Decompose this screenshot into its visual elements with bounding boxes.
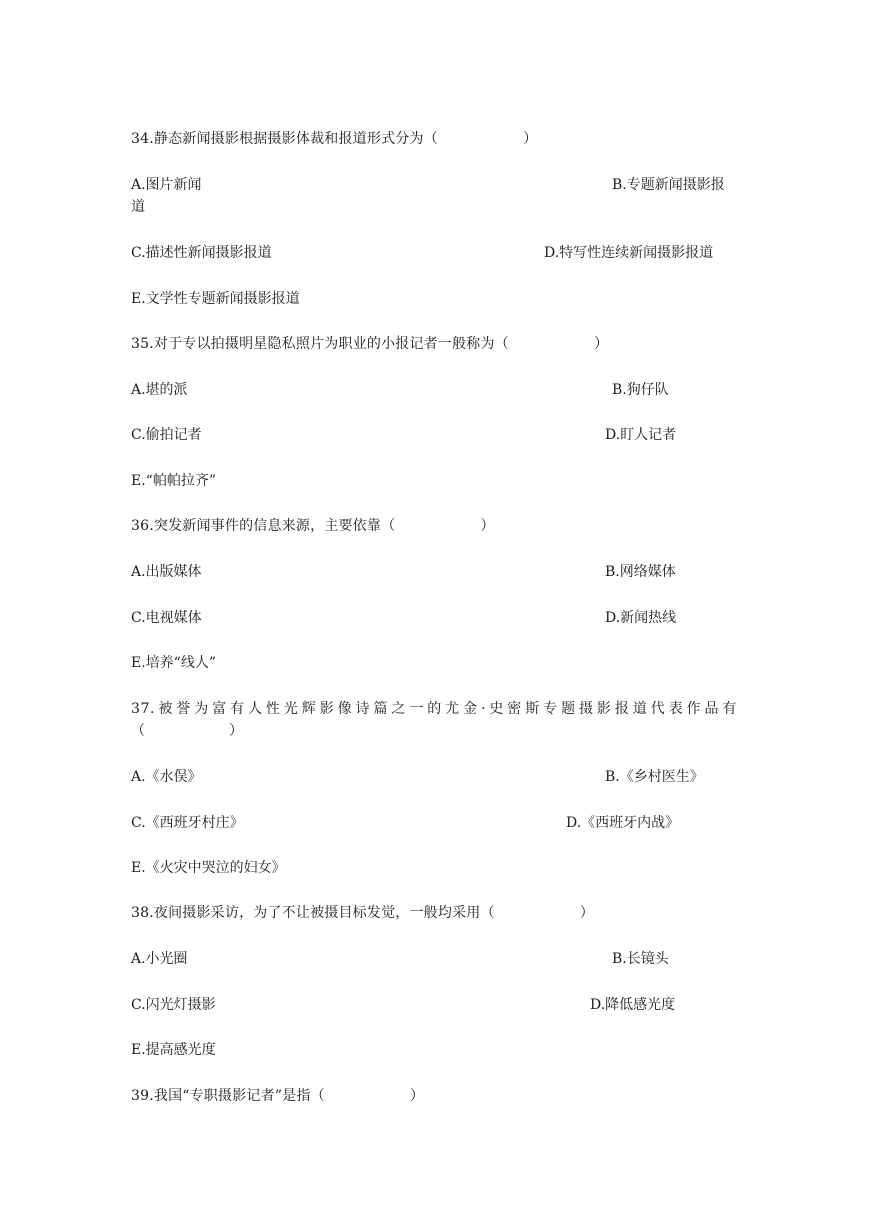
question-37-option-c: C.《西班牙村庄》 — [131, 815, 244, 831]
question-38-option-a: A.小光圈 — [131, 951, 188, 967]
question-35-stem: 35.对于专以拍摄明星隐私照片为职业的小报记者一般称为（ ） — [131, 336, 609, 352]
question-36-option-e: E.培养“线人” — [131, 655, 216, 671]
question-34-option-d: D.特写性连续新闻摄影报道 — [544, 245, 714, 261]
question-35-option-a: A.堪的派 — [131, 382, 188, 398]
question-34-option-c: C.描述性新闻摄影报道 — [131, 245, 272, 261]
question-36-option-d: D.新闻热线 — [605, 610, 677, 626]
question-37-option-d: D.《西班牙内战》 — [566, 815, 680, 831]
question-37-stem-continuation: （ ） — [131, 723, 243, 739]
question-34-option-b: B.专题新闻摄影报 — [612, 177, 725, 193]
question-38-option-d: D.降低感光度 — [590, 997, 676, 1013]
question-36-option-c: C.电视媒体 — [131, 610, 202, 626]
question-34-option-b-wrap: 道 — [131, 199, 145, 215]
question-34-option-e: E.文学性专题新闻摄影报道 — [131, 291, 300, 307]
question-35-option-c: C.偷拍记者 — [131, 427, 202, 443]
question-38-option-e: E.提高感光度 — [131, 1042, 216, 1058]
question-38-option-c: C.闪光灯摄影 — [131, 997, 216, 1013]
question-35-option-b: B.狗仔队 — [612, 382, 669, 398]
question-37-option-a: A.《水俣》 — [131, 769, 202, 785]
question-36-option-b: B.网络媒体 — [605, 564, 676, 580]
question-34-stem: 34.静态新闻摄影根据摄影体裁和报道形式分为（ ） — [131, 131, 538, 147]
question-37-stem: 37.被誉为富有人性光辉影像诗篇之一的尤金·史密斯专题摄影报道代表作品有 — [131, 701, 737, 717]
question-35-option-d: D.盯人记者 — [605, 427, 677, 443]
question-38-stem: 38.夜间摄影采访，为了不让被摄目标发觉，一般均采用（ ） — [131, 905, 595, 921]
question-36-option-a: A.出版媒体 — [131, 564, 202, 580]
question-34-option-a: A.图片新闻 — [131, 177, 202, 193]
question-38-option-b: B.长镜头 — [612, 951, 669, 967]
question-37-option-b: B.《乡村医生》 — [605, 769, 704, 785]
question-37-option-e: E.《火灾中哭泣的妇女》 — [131, 860, 286, 876]
question-39-stem: 39.我国“专职摄影记者”是指（ ） — [131, 1088, 425, 1104]
question-36-stem: 36.突发新闻事件的信息来源，主要依靠（ ） — [131, 518, 495, 534]
question-35-option-e: E.“帕帕拉齐” — [131, 473, 216, 489]
